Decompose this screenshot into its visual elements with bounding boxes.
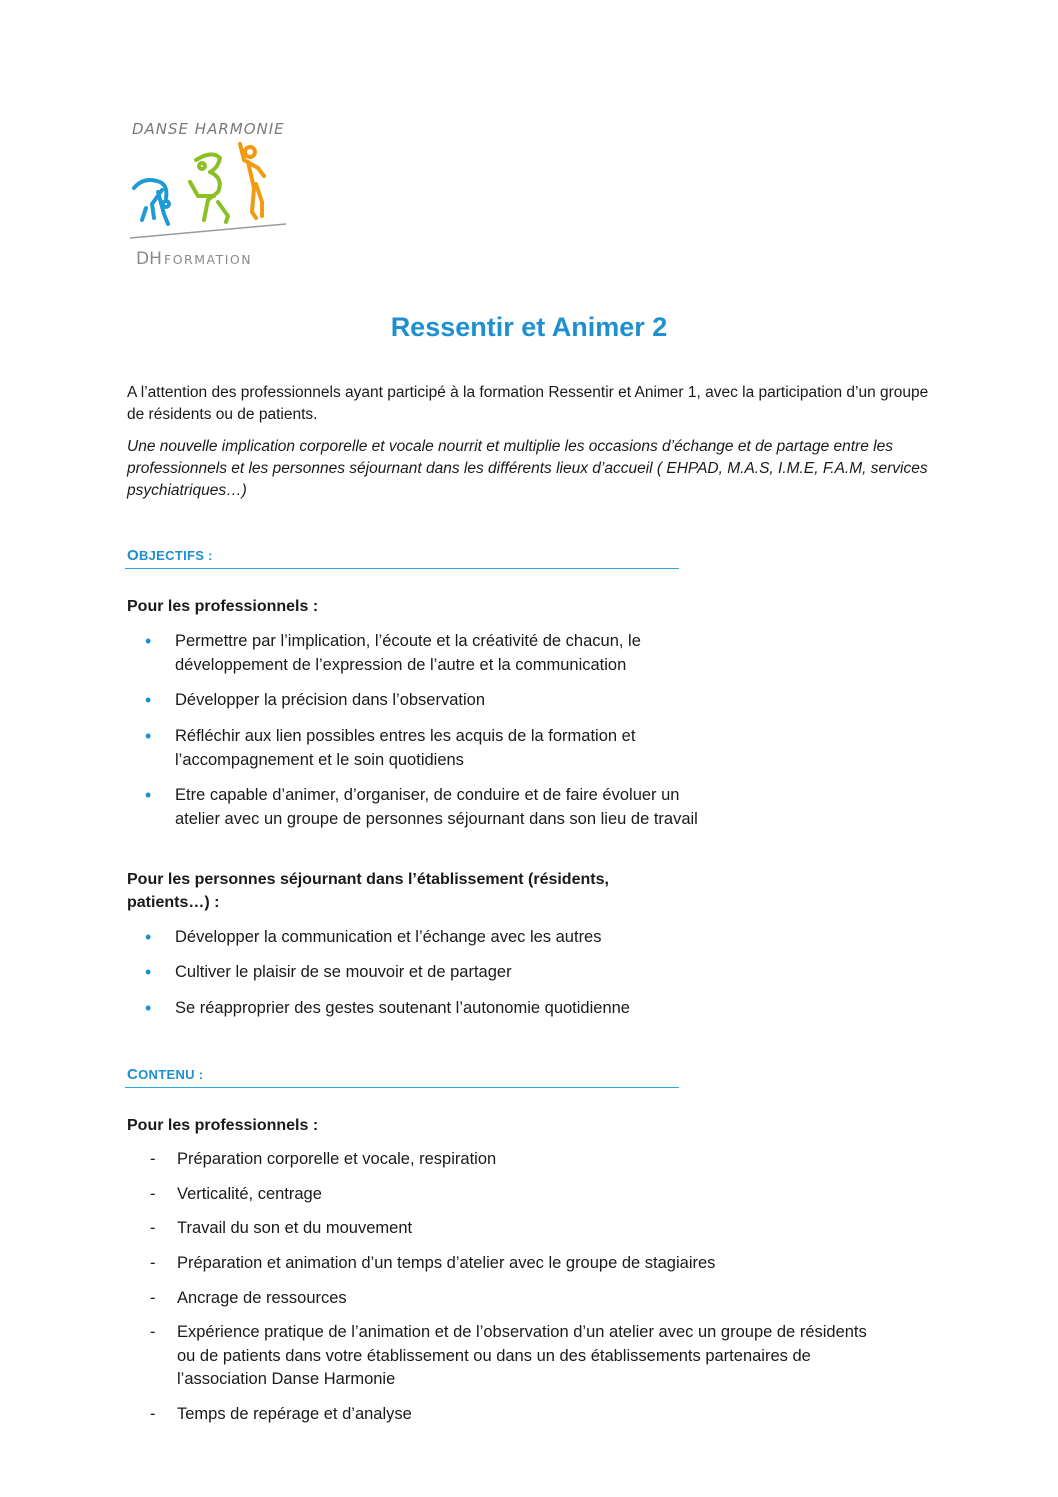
dash-marker: - — [150, 1405, 156, 1423]
contenu-pro-heading: Pour les professionnels : — [127, 1117, 319, 1134]
intro-italic-paragraph: Une nouvelle implication corporelle et vocale nourrit et multiplie les occasions d’échange et de partage entre les professionnels et les personnes séjournant dans les différents lieux d’accueil ( EHPAD, M.A.S, I.M.E, F.A.M, services psychiatriques…) — [127, 438, 928, 499]
dash-marker: - — [150, 1254, 156, 1272]
list-item: Permettre par l’implication, l’écoute et la créativité de chacun, le développement de l’expression de l’autre et la communication — [175, 632, 641, 674]
page-title: Ressentir et Animer 2 — [390, 312, 668, 342]
list-item: Réfléchir aux lien possibles entres les acquis de la formation et l’accompagnement et le soin quotidiens — [175, 727, 636, 769]
intro-paragraph: A l’attention des professionnels ayant participé à la formation Ressentir et Animer 1, avec la participation d’un groupe de résidents ou de patients. — [127, 384, 929, 423]
bullet: • — [145, 785, 152, 805]
list-item: Expérience pratique de l’animation et de l’observation d’un atelier avec un groupe de résidents ou de patients dans votre établissement ou dans un des établissements partenaires de l’association Danse Harmonie — [177, 1323, 867, 1388]
danse-harmonie-logo — [128, 112, 290, 272]
heading-rest: BJECTIFS : — [138, 548, 213, 563]
svg-text:FORMATION: FORMATION — [164, 252, 253, 267]
dash-marker: - — [150, 1185, 156, 1203]
section-heading-contenu — [125, 1066, 679, 1088]
bullet: • — [145, 927, 152, 947]
bullet: • — [145, 726, 152, 746]
list-item: Etre capable d’animer, d’organiser, de conduire et de faire évoluer un atelier avec un groupe de personnes séjournant dans son lieu de travail — [175, 786, 698, 828]
bullet: • — [145, 690, 152, 710]
section-heading-objectifs — [125, 547, 679, 569]
dash-marker: - — [150, 1289, 156, 1307]
heading-rest: ONTENU : — [138, 1067, 204, 1082]
list-item: Ancrage de ressources — [177, 1289, 347, 1307]
svg-text:DH: DH — [136, 249, 162, 269]
bullet: • — [145, 998, 152, 1018]
list-item: Verticalité, centrage — [177, 1185, 322, 1203]
list-item: Se réapproprier des gestes soutenant l’autonomie quotidienne — [175, 999, 630, 1017]
list-item: Préparation et animation d’un temps d’atelier avec le groupe de stagiaires — [177, 1254, 716, 1272]
list-item: Cultiver le plaisir de se mouvoir et de partager — [175, 963, 512, 981]
list-item: Travail du son et du mouvement — [177, 1219, 413, 1237]
heading-initial: C — [127, 1066, 139, 1083]
dancers-logo-graphic — [128, 112, 290, 272]
dash-marker: - — [150, 1150, 156, 1168]
list-item: Préparation corporelle et vocale, respiration — [177, 1150, 497, 1168]
bullet: • — [145, 962, 152, 982]
heading-initial: O — [127, 547, 139, 564]
list-item: Développer la communication et l’échange avec les autres — [175, 928, 602, 946]
svg-text:DANSE HARMONIE: DANSE HARMONIE — [132, 120, 285, 138]
list-item: Développer la précision dans l’observation — [175, 691, 486, 709]
dash-marker: - — [150, 1219, 156, 1237]
objectifs-residents-heading: Pour les personnes séjournant dans l’établissement (résidents, patients…) : — [127, 871, 609, 911]
bullet: • — [145, 631, 152, 651]
dash-marker: - — [150, 1323, 156, 1341]
list-item: Temps de repérage et d’analyse — [177, 1405, 412, 1423]
objectifs-pro-heading: Pour les professionnels : — [127, 598, 319, 615]
